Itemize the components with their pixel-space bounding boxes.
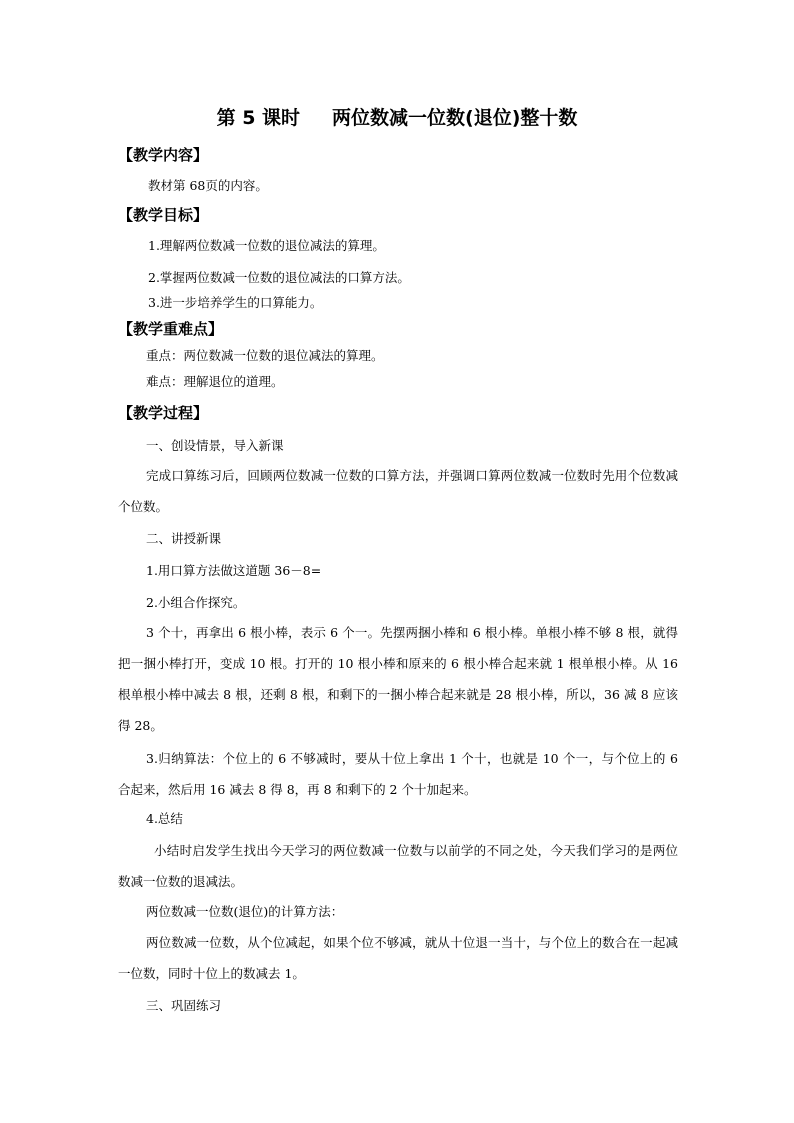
step2-title-block (146, 529, 706, 549)
step2-item4-block (146, 809, 706, 829)
step1-text-block (118, 460, 678, 522)
page-title (0, 104, 794, 132)
difficulty-block (146, 372, 706, 392)
step2-item-2: 2.小组合作探究。 (146, 595, 246, 610)
focus-text: 重点：两位数减一位数的退位减法的算理。 (146, 348, 384, 363)
step2-explore-text: 3 个十，再拿出 6 根小棒，表示 6 个一。先摆两捆小棒和 6 根小棒。单根小棒不够 8 根，就得把一捆小棒打开，变成 10 根。打开的 10 根小棒和原来的 6 根小棒合起来就 1 根单根小棒。从 16 根单根小棒中减去 8 根，还剩 8 根，和剩下的一捆小棒合起来就是 28 根小棒，所以，36 减 8 应该得 28。 (118, 625, 678, 733)
step2-item-4: 4.总结 (146, 811, 183, 826)
step3-title: 三、巩固练习 (146, 998, 222, 1013)
content-text-block (148, 176, 708, 196)
goal-item: 3.进一步培养学生的口算能力。 (148, 295, 323, 310)
section-keypoints (118, 318, 678, 340)
difficulty-text: 难点：理解退位的道理。 (146, 374, 284, 389)
step2-item-1: 1.用口算方法做这道题 36－8= (146, 563, 322, 578)
goal-item-2-block (148, 268, 708, 288)
section-heading-process: 【教学过程】 (118, 404, 209, 422)
lesson-number: 第 5 课时 (216, 107, 301, 129)
method-text: 两位数减一位数，从个位减起，如果个位不够减，就从十位退一当十，与个位上的数合在一起减一位数，同时十位上的数减去 1。 (118, 935, 678, 981)
focus-block (146, 346, 706, 366)
step2-summary-block (118, 835, 678, 897)
content-text: 教材第 68页的内容。 (148, 178, 268, 193)
step1-title-block (146, 436, 706, 456)
step2-item1-block (146, 561, 706, 581)
section-content (118, 144, 678, 166)
step2-item3-block (118, 743, 678, 805)
step3-title-block (146, 996, 706, 1016)
step2-explore-block (118, 617, 678, 741)
method-text-block (118, 927, 678, 989)
section-heading-keypoints: 【教学重难点】 (118, 320, 224, 338)
goal-item-3-block (148, 293, 708, 313)
section-process (118, 402, 678, 424)
goal-item: 1.理解两位数减一位数的退位减法的算理。 (148, 238, 385, 253)
section-heading-content: 【教学内容】 (118, 146, 209, 164)
method-title-block (146, 902, 706, 922)
section-goals (118, 204, 678, 226)
step2-item2-block (146, 593, 706, 613)
step2-title: 二、讲授新课 (146, 531, 222, 546)
step1-text: 完成口算练习后，回顾两位数减一位数的口算方法，并强调口算两位数减一位数时先用个位数减个位数。 (118, 468, 678, 514)
step2-item-3: 3.归纳算法：个位上的 6 不够减时，要从十位上拿出 1 个十，也就是 10 个一，与个位上的 6 合起来，然后用 16 减去 8 得 8，再 8 和剩下的 2 个十加起来。 (118, 751, 678, 797)
goal-item-1-block (148, 236, 708, 256)
lesson-topic: 两位数减一位数(退位)整十数 (332, 107, 578, 129)
goal-item: 2.掌握两位数减一位数的退位减法的口算方法。 (148, 270, 410, 285)
step2-summary-text: 小结时启发学生找出今天学习的两位数减一位数与以前学的不同之处，今天我们学习的是两位数减一位数的退减法。 (118, 843, 678, 889)
step1-title: 一、创设情景，导入新课 (146, 438, 284, 453)
section-heading-goals: 【教学目标】 (118, 206, 209, 224)
method-title: 两位数减一位数(退位)的计算方法： (146, 904, 344, 919)
